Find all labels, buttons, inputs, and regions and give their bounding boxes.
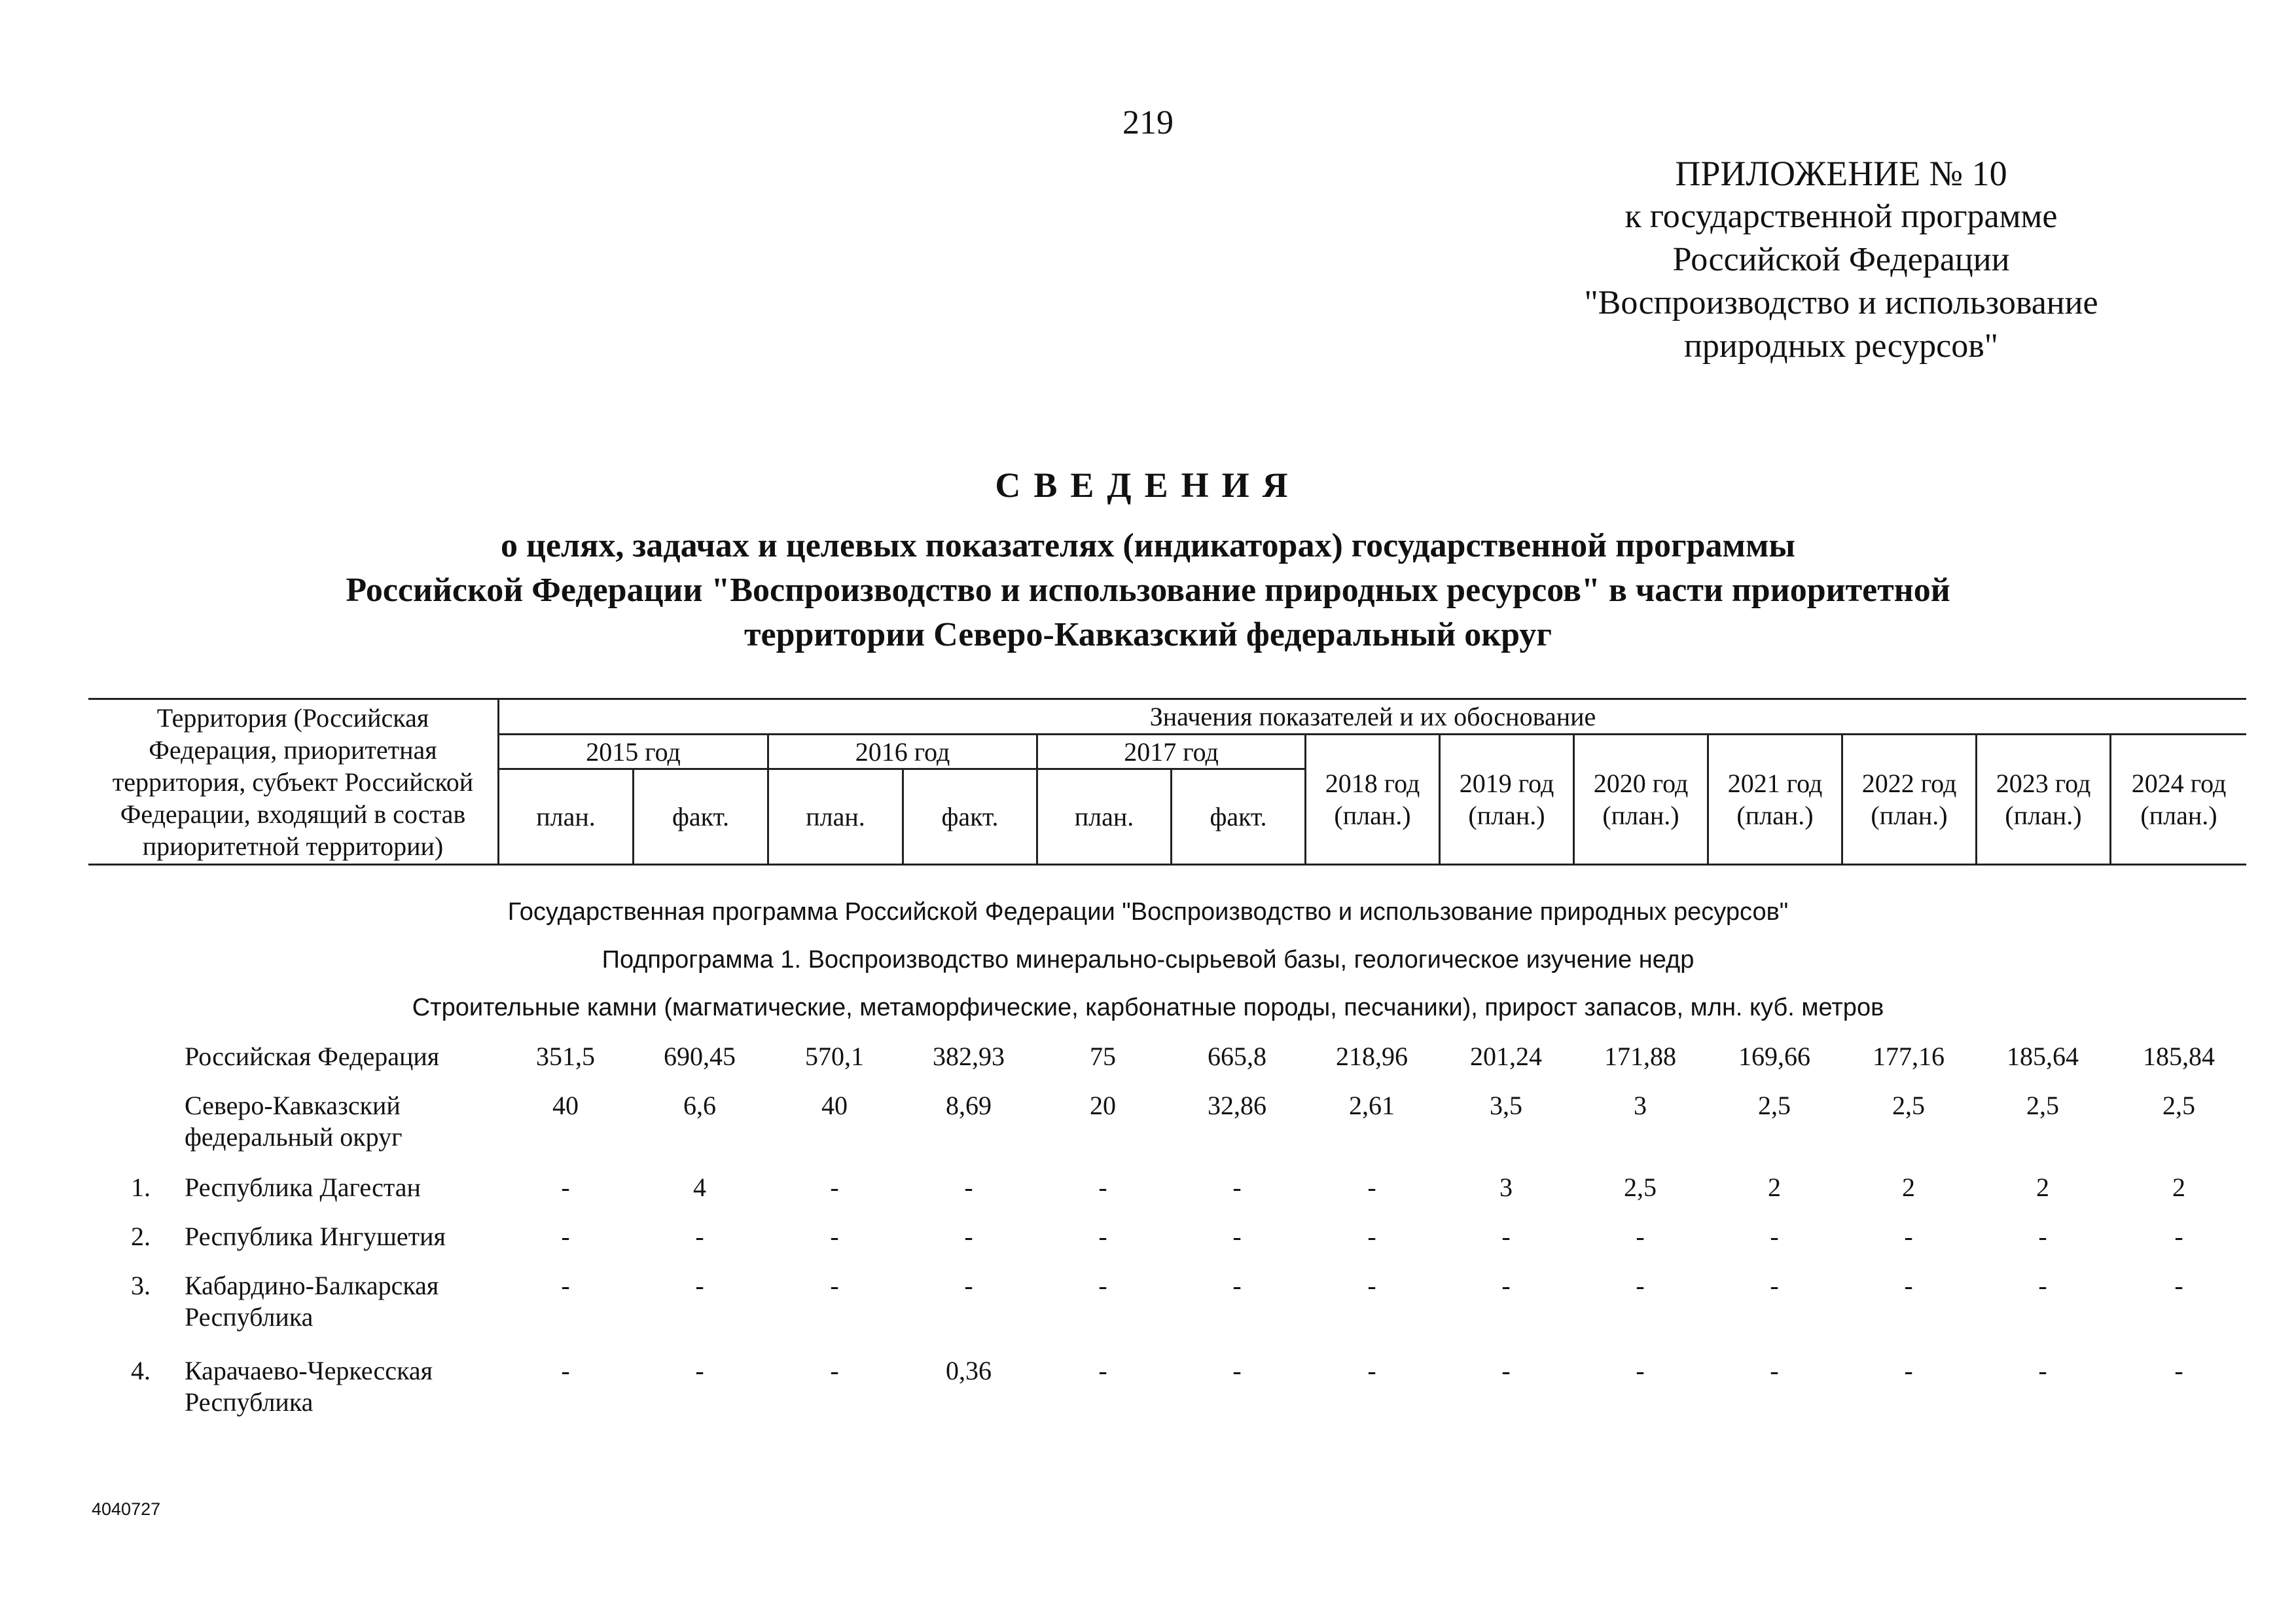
row-value: -: [1636, 1271, 1645, 1300]
header-fact: факт.: [672, 802, 730, 831]
row-territory-name: Северо-Кавказский федеральный округ: [185, 1091, 403, 1152]
row-value: 2: [2172, 1173, 2185, 1202]
annex-block: [1498, 152, 2185, 368]
header-fact: факт.: [941, 802, 999, 831]
header-year-2023: [1977, 735, 2109, 864]
row-value: 351,5: [536, 1042, 595, 1071]
row-value: -: [1367, 1173, 1376, 1202]
row-value: -: [1098, 1356, 1107, 1385]
row-value: -: [561, 1173, 570, 1202]
header-year-note: (план.): [1334, 801, 1411, 830]
header-year-label: 2018 год: [1325, 769, 1420, 798]
row-value: 32,86: [1208, 1091, 1266, 1120]
row-value: 169,66: [1738, 1042, 1810, 1071]
row-territory-name: Российская Федерация: [185, 1042, 440, 1071]
subtitle-line: территории Северо-Кавказский федеральный округ: [744, 616, 1552, 653]
row-value: -: [2174, 1356, 2183, 1385]
row-value: -: [1770, 1271, 1779, 1300]
row-value: -: [2174, 1222, 2183, 1251]
header-year-2020: [1575, 735, 1707, 864]
row-value: -: [1232, 1271, 1242, 1300]
row-value: -: [561, 1271, 570, 1300]
row-territory-name: Кабардино-Балкарская Республика: [185, 1271, 439, 1332]
row-value: -: [695, 1271, 704, 1300]
row-value: -: [1098, 1173, 1107, 1202]
document-subtitle: [196, 524, 2100, 657]
row-value: -: [561, 1356, 570, 1385]
row-value: -: [1636, 1222, 1645, 1251]
row-value: -: [1770, 1222, 1779, 1251]
row-value: 690,45: [664, 1042, 736, 1071]
row-value: 6,6: [683, 1091, 716, 1120]
header-year-note: (план.): [2005, 801, 2082, 830]
row-value: 0,36: [946, 1356, 992, 1385]
header-year-label: 2023 год: [1996, 769, 2091, 798]
row-value: 2: [1768, 1173, 1781, 1202]
row-value: 3,5: [1490, 1091, 1522, 1120]
row-number: 4.: [131, 1356, 151, 1385]
row-value: -: [964, 1222, 973, 1251]
document-title: СВЕДЕНИЯ: [995, 465, 1301, 505]
row-value: 4: [693, 1173, 706, 1202]
header-fact: факт.: [1210, 802, 1267, 831]
row-value: 40: [552, 1091, 579, 1120]
row-value: 185,84: [2143, 1042, 2215, 1071]
header-values-caption: Значения показателей и их обоснование: [1149, 702, 1596, 731]
row-value: 2,5: [1892, 1091, 1925, 1120]
header-plan: план.: [536, 802, 596, 831]
row-value: -: [695, 1356, 704, 1385]
row-value: 8,69: [946, 1091, 992, 1120]
row-value: 570,1: [805, 1042, 864, 1071]
annex-line: природных ресурсов": [1683, 327, 1998, 365]
header-year-2016: 2016 год: [855, 737, 950, 767]
annex-line: к государственной программе: [1624, 198, 2058, 235]
row-value: 75: [1090, 1042, 1116, 1071]
header-year-note: (план.): [1736, 801, 1814, 830]
row-value: -: [1770, 1356, 1779, 1385]
header-year-note: (план.): [1602, 801, 1679, 830]
row-value: 382,93: [933, 1042, 1005, 1071]
header-year-2019: [1441, 735, 1573, 864]
row-number: 2.: [131, 1222, 151, 1251]
header-year-label: 2021 год: [1727, 769, 1823, 798]
header-year-2022: [1843, 735, 1975, 864]
row-value: 40: [821, 1091, 848, 1120]
row-value: -: [561, 1222, 570, 1251]
header-year-2017: 2017 год: [1124, 737, 1219, 767]
row-value: 665,8: [1208, 1042, 1266, 1071]
row-value: -: [830, 1271, 839, 1300]
header-year-2024: [2111, 735, 2246, 864]
header-year-2015: 2015 год: [586, 737, 681, 767]
row-territory-name: Республика Ингушетия: [185, 1222, 446, 1251]
row-value: -: [1501, 1222, 1511, 1251]
header-territory: Территория (Российская Федерация, приоритетная территория, субъект Российской Федерации, входящий в состав приоритетной территории): [112, 702, 474, 861]
row-value: -: [1098, 1222, 1107, 1251]
header-year-label: 2024 год: [2131, 769, 2227, 798]
row-value: 2: [1902, 1173, 1915, 1202]
annex-line: Российской Федерации: [1672, 241, 2010, 278]
row-value: -: [2038, 1356, 2047, 1385]
row-territory-name: Республика Дагестан: [185, 1173, 421, 1202]
row-number: 3.: [131, 1271, 151, 1300]
row-value: 2,61: [1349, 1091, 1395, 1120]
row-value: -: [1367, 1356, 1376, 1385]
header-year-note: (план.): [1468, 801, 1545, 830]
row-value: -: [2174, 1271, 2183, 1300]
row-value: 2: [2036, 1173, 2049, 1202]
row-value: 3: [1634, 1091, 1647, 1120]
header-plan: план.: [1074, 802, 1134, 831]
row-value: 177,16: [1873, 1042, 1945, 1071]
subtitle-line: Российской Федерации "Воспроизводство и использование природных ресурсов" в части приоритетной: [346, 572, 1950, 609]
header-year-label: 2019 год: [1459, 769, 1554, 798]
row-value: -: [964, 1271, 973, 1300]
row-number: 1.: [131, 1173, 151, 1202]
annex-title: ПРИЛОЖЕНИЕ № 10: [1675, 154, 2007, 193]
row-value: -: [1904, 1222, 1913, 1251]
row-value: -: [1904, 1271, 1913, 1300]
row-value: -: [964, 1173, 973, 1202]
subtitle-line: о целях, задачах и целевых показателях (индикаторах) государственной программы: [501, 527, 1795, 564]
row-value: 2,5: [1624, 1173, 1657, 1202]
row-value: -: [1501, 1271, 1511, 1300]
row-value: -: [1232, 1222, 1242, 1251]
header-year-2021: [1709, 735, 1841, 864]
annex-line: "Воспроизводство и использование: [1584, 284, 2098, 321]
row-value: 2,5: [2026, 1091, 2059, 1120]
row-value: -: [830, 1222, 839, 1251]
row-value: 20: [1090, 1091, 1116, 1120]
footer-code: 4040727: [92, 1499, 161, 1519]
program-heading: Государственная программа Российской Федерации "Воспроизводство и использование природных ресурсов": [507, 898, 1789, 926]
row-value: -: [2038, 1271, 2047, 1300]
header-year-label: 2020 год: [1593, 769, 1689, 798]
row-value: -: [1367, 1271, 1376, 1300]
row-value: -: [1501, 1356, 1511, 1385]
row-value: -: [1232, 1173, 1242, 1202]
row-value: -: [830, 1356, 839, 1385]
row-value: 3: [1499, 1173, 1513, 1202]
row-value: -: [1636, 1356, 1645, 1385]
header-plan: план.: [806, 802, 865, 831]
row-value: -: [1232, 1356, 1242, 1385]
row-value: -: [1098, 1271, 1107, 1300]
row-territory-name: Карачаево-Черкесская Республика: [185, 1356, 433, 1417]
subprogram-heading: Подпрограмма 1. Воспроизводство минерально-сырьевой базы, геологическое изучение недр: [601, 946, 1695, 974]
row-value: -: [1367, 1222, 1376, 1251]
indicator-heading: Строительные камни (магматические, метаморфические, карбонатные породы, песчаники), прирост запасов, млн. куб. метров: [412, 994, 1884, 1021]
row-value: 218,96: [1336, 1042, 1408, 1071]
row-value: 2,5: [1758, 1091, 1791, 1120]
header-bottom-rule: [88, 864, 2246, 866]
row-value: -: [830, 1173, 839, 1202]
row-value: -: [2038, 1222, 2047, 1251]
row-value: -: [1904, 1356, 1913, 1385]
row-value: 171,88: [1604, 1042, 1676, 1071]
page-number: 219: [1122, 104, 1174, 141]
row-value: -: [695, 1222, 704, 1251]
header-year-label: 2022 год: [1861, 769, 1957, 798]
row-value: 185,64: [2007, 1042, 2079, 1071]
header-year-note: (план.): [1871, 801, 1948, 830]
row-value: 201,24: [1470, 1042, 1542, 1071]
row-value: 2,5: [2162, 1091, 2195, 1120]
header-year-note: (план.): [2140, 801, 2217, 830]
header-year-2018: [1306, 735, 1439, 864]
